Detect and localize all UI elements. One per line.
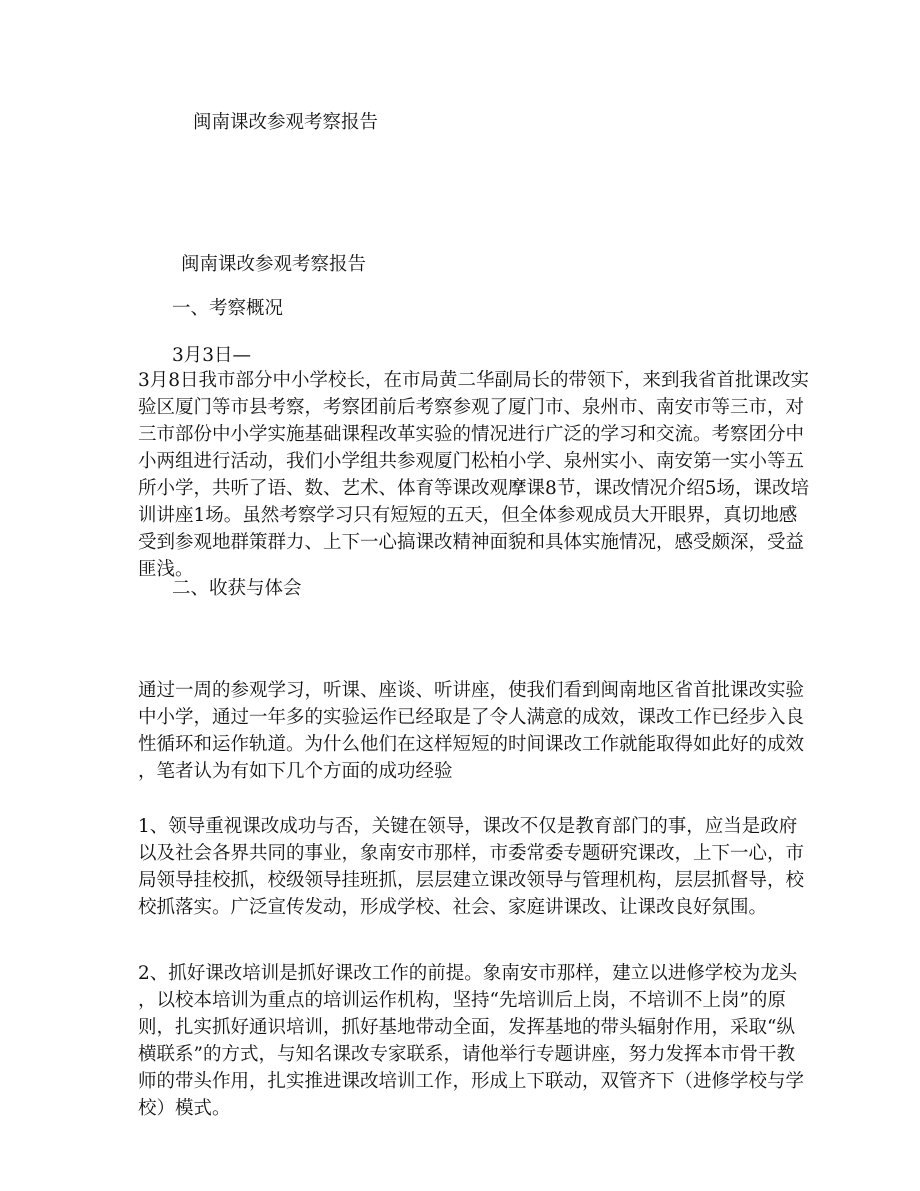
point-1-paragraph: [138, 813, 804, 921]
text-line: ，以校本培训为重点的培训运作机构，坚持“先培训后上岗，不培训不上岗”的原: [138, 990, 786, 1011]
section-heading-gains: 二、收获与体会: [172, 578, 302, 599]
text-line: 所小学，共听了语、数、艺术、体育等课改观摩课8节，课改情况介绍5场，课改培: [138, 478, 810, 499]
text-line: 校抓落实。广泛宣传发动，形成学校、社会、家庭讲课改、让课改良好氛围。: [138, 897, 768, 918]
text-line: 2、抓好课改培训是抓好课改工作的前提。象南安市那样，建立以进修学校为龙头: [138, 963, 798, 984]
text-line: 小两组进行活动，我们小学组共参观厦门松柏小学、泉州实小、南安第一实小等五: [138, 451, 805, 472]
section-heading-overview: 一、考察概况: [172, 298, 284, 319]
text-line: 局领导挂校抓，校级领导挂班抓，层层建立课改领导与管理机构，层层抓督导，校: [138, 870, 805, 891]
point-2-paragraph: [138, 960, 804, 1122]
text-line: 通过一周的参观学习，听课、座谈、听讲座，使我们看到闽南地区省首批课改实验: [138, 680, 805, 701]
text-line: 3月8日我市部分中小学校长，在市局黄二华副局长的带领下，来到我省首批课改实: [138, 370, 810, 391]
text-line: 验区厦门等市县考察，考察团前后考察参观了厦门市、泉州市、南安市等三市，对: [138, 397, 805, 418]
text-line: 中小学，通过一年多的实验运作已经取是了令人满意的成效，课改工作已经步入良: [138, 707, 805, 728]
text-line: 匪浅。: [138, 559, 194, 580]
text-line: ，笔者认为有如下几个方面的成功经验: [138, 761, 453, 782]
text-line: 校）模式。: [138, 1098, 231, 1119]
text-line: 1、领导重视课改成功与否，关键在领导，课改不仅是教育部门的事，应当是政府: [138, 816, 798, 837]
cover-title: 闽南课改参观考察报告: [193, 112, 379, 133]
overview-paragraph: [138, 367, 809, 583]
text-line: 师的带头作用，扎实推进课改培训工作，形成上下联动，双管齐下（进修学校与学: [138, 1071, 805, 1092]
text-line: 以及社会各界共同的事业，象南安市那样，市委常委专题研究课改，上下一心，市: [138, 843, 805, 864]
document-title: 闽南课改参观考察报告: [181, 254, 367, 275]
text-line: 横联系”的方式，与知名课改专家联系，请他举行专题讲座，努力发挥本市骨干教: [138, 1044, 795, 1065]
text-line: 则，扎实抓好通识培训，抓好基地带动全面，发挥基地的带头辐射作用，采取“纵: [138, 1017, 795, 1038]
text-line: 性循环和运作轨道。为什么他们在这样短短的时间课改工作就能取得如此好的成效: [138, 734, 805, 755]
text-line: 训讲座1场。虽然考察学习只有短短的五天，但全体参观成员大开眼界，真切地感: [138, 505, 798, 526]
text-line: 受到参观地群策群力、上下一心搞课改精神面貌和具体实施情况，感受颇深，受益: [138, 532, 805, 553]
text-line: 三市部份中小学实施基础课程改革实验的情况进行广泛的学习和交流。考察团分中: [138, 424, 805, 445]
date-line: 3月3日—: [172, 345, 252, 366]
gains-intro-paragraph: [138, 677, 804, 785]
